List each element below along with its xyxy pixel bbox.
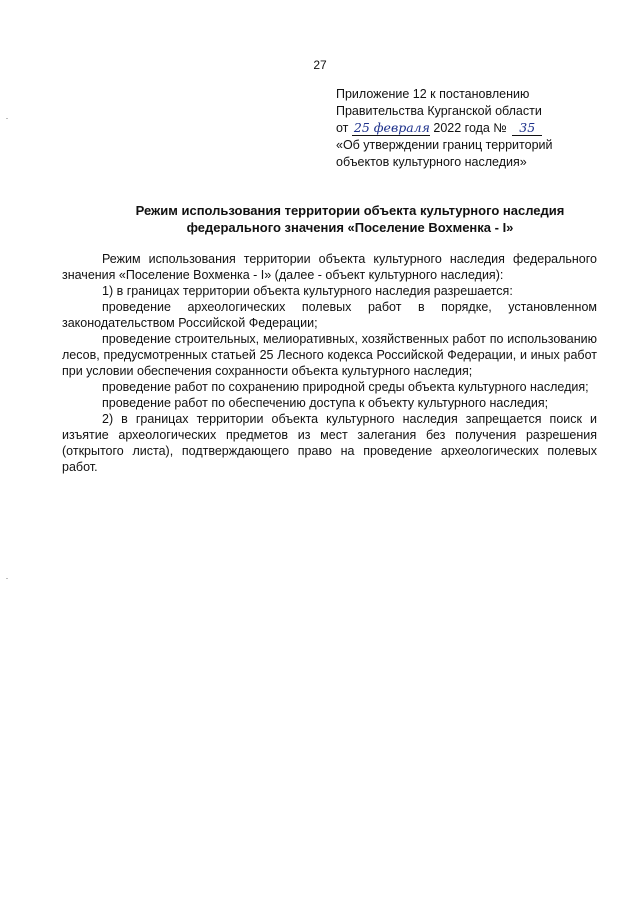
paragraph-permitted-heading: 1) в границах территории объекта культурного наследия разрешается: <box>102 284 513 298</box>
appendix-line-5: объектов культурного наследия» <box>336 155 527 169</box>
paragraph-construction-work: проведение строительных, мелиоративных, хозяйственных работ по использованию лесов, предусмотренных статьей 25 Лесного кодекса Российской Федерации, и иных работ при условии обеспечения сохранности объекта культурного наследия; <box>62 332 597 378</box>
paragraph-prohibited: 2) в границах территории объекта культурного наследия запрещается поиск и изъятие археологических предметов из мест залегания без получения разрешения (открытого листа), подтверждающего право на проведение археологических полевых работ. <box>62 412 597 474</box>
appendix-line-4: «Об утверждении границ территорий <box>336 138 553 152</box>
page-number: 27 <box>313 58 327 72</box>
paragraph-nature-preservation: проведение работ по сохранению природной среды объекта культурного наследия; <box>102 380 589 394</box>
scan-margin-mark <box>6 118 8 119</box>
document-title <box>80 202 620 236</box>
appendix-line-3 <box>336 120 596 137</box>
appendix-date-prefix: от <box>336 121 349 135</box>
paragraph-intro: Режим использования территории объекта культурного наследия федерального значения «Поселение Вохменка - I» (далее - объект культурного наследия): <box>62 252 597 282</box>
appendix-block <box>336 86 596 171</box>
scan-margin-mark <box>6 578 8 579</box>
paragraph-access-work: проведение работ по обеспечению доступа к объекту культурного наследия; <box>102 396 549 410</box>
title-line-1: Режим использования территории объекта культурного наследия <box>135 203 565 218</box>
title-line-2: федерального значения «Поселение Вохменка - I» <box>186 220 514 235</box>
appendix-year-label: 2022 года № <box>433 121 507 135</box>
document-body <box>62 251 597 475</box>
handwritten-date: 25 февраля <box>353 120 430 135</box>
appendix-line-1: Приложение 12 к постановлению <box>336 87 530 101</box>
paragraph-archaeological-work: проведение археологических полевых работ в порядке, установленном законодательством Российской Федерации; <box>62 300 597 330</box>
handwritten-number: 35 <box>512 121 542 136</box>
appendix-line-2: Правительства Курганской области <box>336 104 542 118</box>
